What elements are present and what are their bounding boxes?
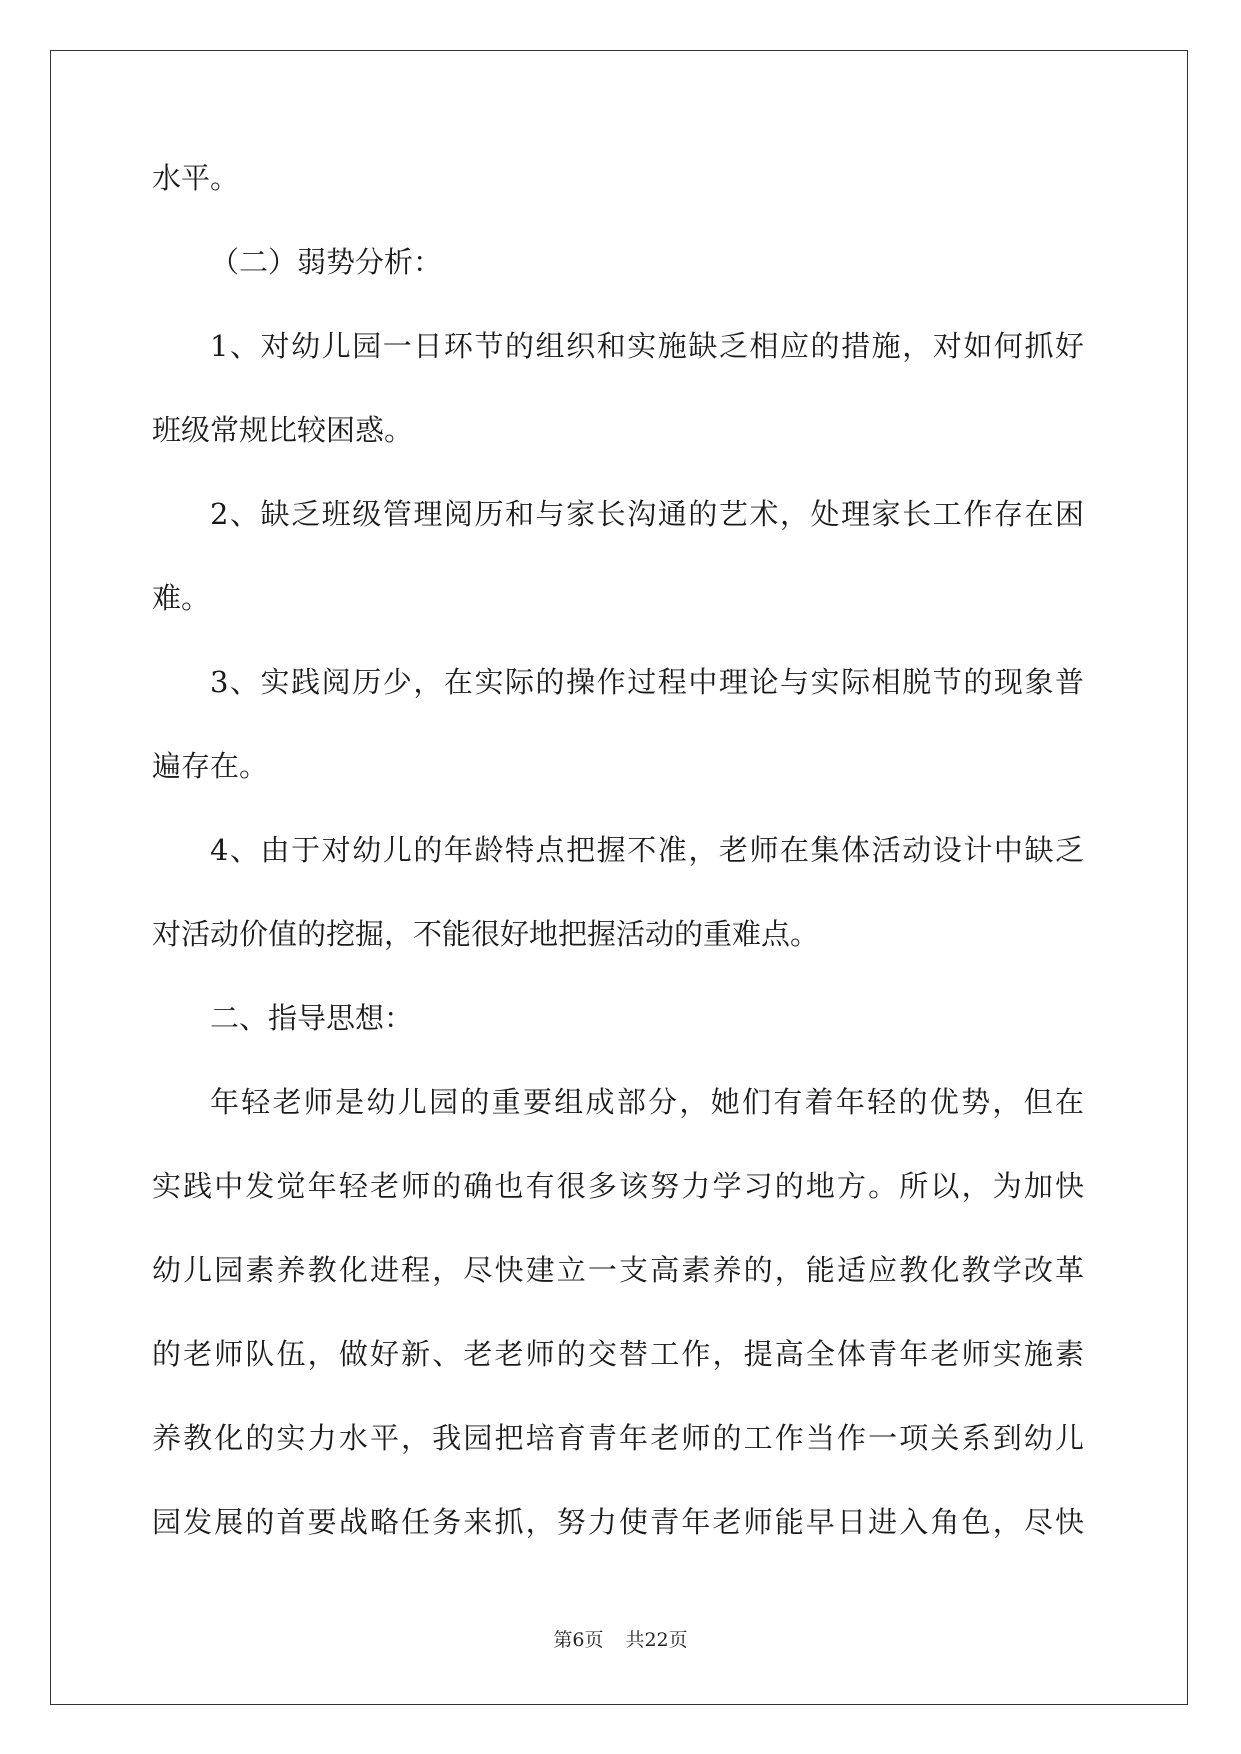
section-heading: 二、指导思想： xyxy=(210,1001,414,1035)
text-line: 实践中发觉年轻老师的确也有很多该努力学习的地方。所以，为加快 xyxy=(152,1169,1084,1203)
text-line: 园发展的首要战略任务来抓，努力使青年老师能早日进入角色，尽快 xyxy=(152,1505,1084,1539)
page-number: 第6页 xyxy=(553,1629,604,1651)
text-line: 3、实践阅历少，在实际的操作过程中理论与实际相脱节的现象普 xyxy=(210,665,1084,699)
text-line: 的老师队伍，做好新、老老师的交替工作，提高全体青年老师实施素 xyxy=(152,1337,1084,1371)
text-line: 幼儿园素养教化进程，尽快建立一支高素养的，能适应教化教学改革 xyxy=(152,1253,1084,1287)
section-heading: （二）弱势分析： xyxy=(210,245,443,279)
document-body xyxy=(152,158,1084,1586)
text-line: 水平。 xyxy=(152,161,240,195)
text-line: 1、对幼儿园一日环节的组织和实施缺乏相应的措施，对如何抓好 xyxy=(210,329,1084,363)
text-line: 养教化的实力水平，我园把培育青年老师的工作当作一项关系到幼儿 xyxy=(152,1421,1084,1455)
text-line: 年轻老师是幼儿园的重要组成部分，她们有着年轻的优势，但在 xyxy=(210,1085,1084,1119)
text-line: 遍存在。 xyxy=(152,749,269,783)
text-line: 4、由于对幼儿的年龄特点把握不准，老师在集体活动设计中缺乏 xyxy=(210,833,1084,867)
page-footer xyxy=(0,1625,1241,1652)
text-line: 班级常规比较困惑。 xyxy=(152,413,414,447)
text-line: 对活动价值的挖掘，不能很好地把握活动的重难点。 xyxy=(152,917,820,951)
text-line: 2、缺乏班级管理阅历和与家长沟通的艺术，处理家长工作存在困 xyxy=(210,497,1084,531)
page-total: 共22页 xyxy=(625,1629,688,1651)
text-line: 难。 xyxy=(152,581,211,615)
